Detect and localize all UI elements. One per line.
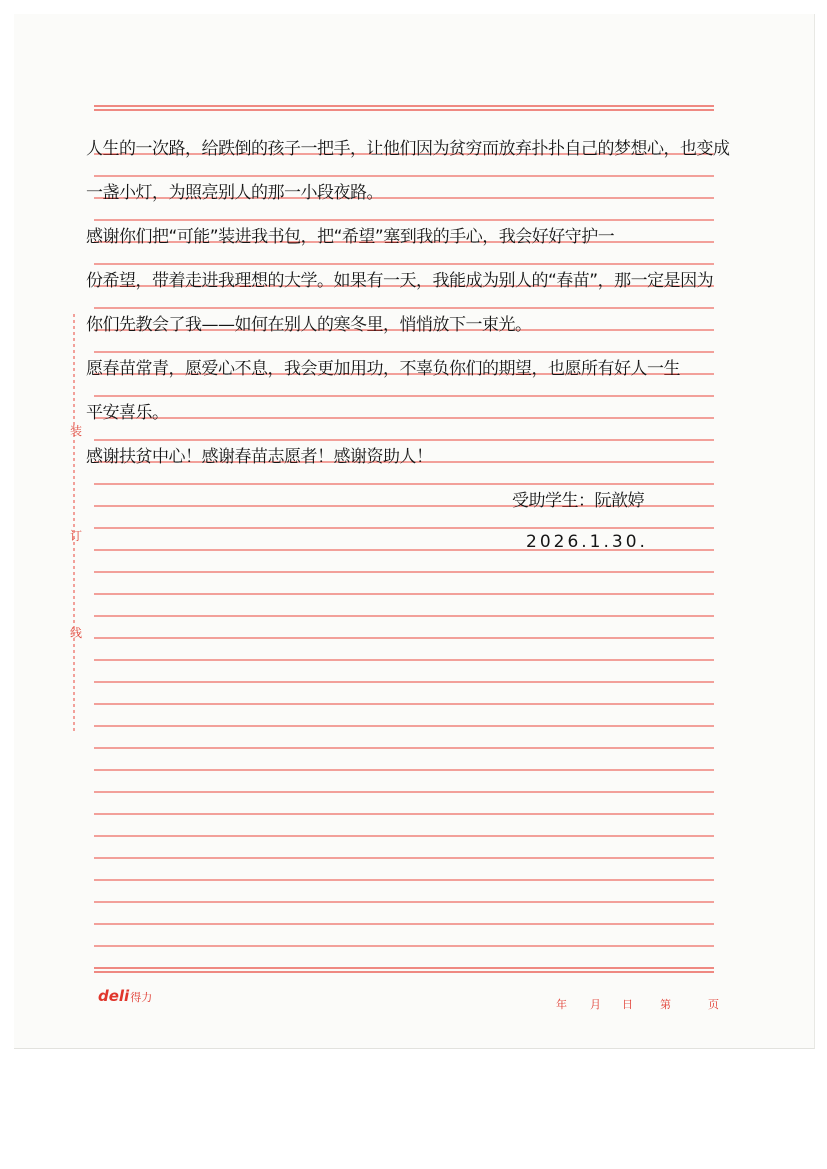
binding-margin: [70, 422, 82, 641]
letter-page: [14, 14, 815, 1049]
letter-line-7: 平安喜乐。: [86, 403, 169, 423]
letter-line-1: 人生的一次路，给跌倒的孩子一把手，让他们因为贫穷而放弃扑扑自己的梦想心，也变成: [86, 139, 730, 159]
footer-page-label: 页: [708, 998, 719, 1011]
footer-month-label: 月: [590, 998, 601, 1011]
deli-logo: [98, 987, 152, 1005]
brand-name-cn: 得力: [130, 991, 153, 1004]
binding-label-bottom: 线: [70, 626, 83, 640]
letter-line-4: 份希望，带着走进我理想的大学。如果有一天，我能成为别人的“春苗”，那一定是因为: [86, 271, 714, 291]
letter-line-3: 感谢你们把“可能”装进我书包，把“希望”塞到我的手心，我会好好守护一: [86, 227, 615, 247]
letter-line-2: 一盏小灯，为照亮别人的那一小段夜路。: [86, 183, 383, 203]
footer-year-label: 年: [556, 998, 567, 1011]
binding-label-middle: 订: [70, 529, 83, 543]
letter-line-8: 感谢扶贫中心！感谢春苗志愿者！感谢资助人！: [86, 447, 433, 467]
brand-name: deli: [98, 987, 130, 1005]
signature: 受助学生：阮歆婷: [512, 491, 644, 511]
letter-line-6: 愿春苗常青，愿爱心不息，我会更加用功，不辜负你们的期望，也愿所有好人一生: [86, 359, 680, 379]
ruled-lines: [14, 14, 814, 1048]
letter-line-5: 你们先教会了我——如何在别人的寒冬里，悄悄放下一束光。: [86, 315, 532, 335]
footer-day-label: 日: [622, 998, 633, 1011]
footer-page-no-label: 第: [660, 998, 671, 1011]
binding-label-top: 装: [70, 424, 83, 438]
letter-date: 2026.1.30.: [526, 532, 648, 552]
